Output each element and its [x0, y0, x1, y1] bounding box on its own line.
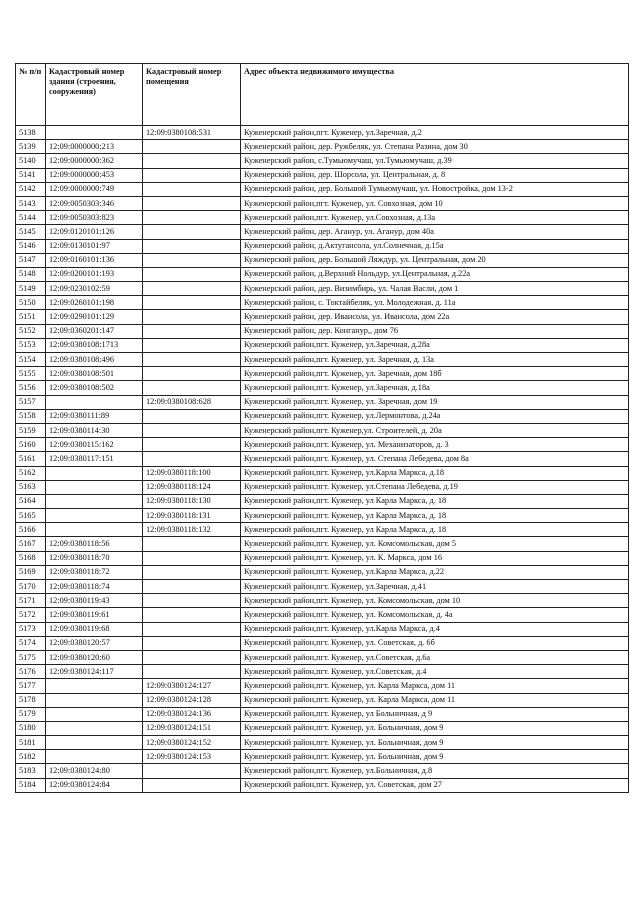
- table-row: [16, 267, 629, 281]
- premises-cadastral-cell: [143, 338, 241, 352]
- premises-cadastral-cell: [143, 310, 241, 324]
- row-number-cell: 5140: [16, 154, 46, 168]
- row-number-cell: 5152: [16, 324, 46, 338]
- row-number-cell: 5173: [16, 622, 46, 636]
- address-cell: Куженерский район,пгт. Куженер, ул. Карла Маркса, дом 11: [241, 693, 629, 707]
- premises-cadastral-cell: [143, 650, 241, 664]
- building-cadastral-cell: [46, 395, 143, 409]
- row-number-cell: 5174: [16, 636, 46, 650]
- row-number-cell: 5148: [16, 267, 46, 281]
- building-cadastral-cell: 12:09:0380119:61: [46, 608, 143, 622]
- table-row: [16, 622, 629, 636]
- row-number-cell: 5172: [16, 608, 46, 622]
- address-cell: Куженерский район, д.Верхний Нольдур, ул.Центральная, д.22а: [241, 267, 629, 281]
- address-cell: Куженерский район,пгт. Куженер, ул. Заречная, д. 13а: [241, 353, 629, 367]
- building-cadastral-cell: 12:09:0000000:213: [46, 140, 143, 154]
- row-number-cell: 5165: [16, 509, 46, 523]
- premises-cadastral-cell: [143, 764, 241, 778]
- building-cadastral-cell: 12:09:0380118:72: [46, 565, 143, 579]
- building-cadastral-cell: [46, 721, 143, 735]
- row-number-cell: 5141: [16, 168, 46, 182]
- row-number-cell: 5153: [16, 338, 46, 352]
- table-body: [16, 126, 629, 793]
- address-cell: Куженерский район,пгт. Куженер, ул.Степана Лебедева, д.19: [241, 480, 629, 494]
- premises-cadastral-cell: [143, 438, 241, 452]
- row-number-cell: 5176: [16, 665, 46, 679]
- premises-cadastral-cell: 12:09:0380124:127: [143, 679, 241, 693]
- table-row: [16, 480, 629, 494]
- building-cadastral-cell: 12:09:0380124:84: [46, 778, 143, 792]
- row-number-cell: 5169: [16, 565, 46, 579]
- address-cell: Куженерский район,пгт. Куженер, ул.Совхозная, д.13а: [241, 211, 629, 225]
- row-number-cell: 5179: [16, 707, 46, 721]
- table-row: [16, 126, 629, 140]
- building-cadastral-cell: 12:09:0380120:57: [46, 636, 143, 650]
- building-cadastral-cell: 12:09:0380117:151: [46, 452, 143, 466]
- table-row: [16, 438, 629, 452]
- row-number-cell: 5164: [16, 494, 46, 508]
- table-row: [16, 665, 629, 679]
- address-cell: Куженерский район, с. Токтайбеляк, ул. Молодежная, д. 11а: [241, 296, 629, 310]
- table-row: [16, 778, 629, 792]
- table-row: [16, 721, 629, 735]
- address-cell: Куженерский район,пгт. Куженер, ул. Больничная, дом 9: [241, 721, 629, 735]
- header-property-address: Адрес объекта недвижимого имущества: [241, 64, 629, 126]
- row-number-cell: 5156: [16, 381, 46, 395]
- table-row: [16, 693, 629, 707]
- row-number-cell: 5151: [16, 310, 46, 324]
- table-row: [16, 154, 629, 168]
- address-cell: Куженерский район,пгт. Куженер, ул. Больничная, дом 9: [241, 736, 629, 750]
- table-row: [16, 494, 629, 508]
- property-registry-table: [15, 63, 629, 793]
- row-number-cell: 5138: [16, 126, 46, 140]
- header-building-cadastral-number: Кадастровый номер здания (строения, сооружения): [46, 64, 143, 126]
- premises-cadastral-cell: [143, 537, 241, 551]
- table-row: [16, 367, 629, 381]
- address-cell: Куженерский район,пгт. Куженер, ул. Комсомольская, д. 4а: [241, 608, 629, 622]
- premises-cadastral-cell: [143, 381, 241, 395]
- address-cell: Куженерский район,пгт. Куженер, ул. Комсомольская, дом 10: [241, 594, 629, 608]
- row-number-cell: 5181: [16, 736, 46, 750]
- address-cell: Куженерский район,пгт. Куженер, ул. Заречная, дом 19: [241, 395, 629, 409]
- address-cell: Куженерский район,пгт. Куженер, ул. Степана Лебедева, дом 8а: [241, 452, 629, 466]
- building-cadastral-cell: [46, 750, 143, 764]
- row-number-cell: 5178: [16, 693, 46, 707]
- building-cadastral-cell: 12:09:0230102:59: [46, 282, 143, 296]
- building-cadastral-cell: 12:09:0130101:97: [46, 239, 143, 253]
- building-cadastral-cell: 12:09:0380119:43: [46, 594, 143, 608]
- row-number-cell: 5160: [16, 438, 46, 452]
- building-cadastral-cell: 12:09:0380124:80: [46, 764, 143, 778]
- row-number-cell: 5175: [16, 650, 46, 664]
- table-row: [16, 580, 629, 594]
- premises-cadastral-cell: [143, 778, 241, 792]
- building-cadastral-cell: 12:09:0290101:129: [46, 310, 143, 324]
- premises-cadastral-cell: 12:09:0380124:136: [143, 707, 241, 721]
- table-row: [16, 211, 629, 225]
- building-cadastral-cell: 12:09:0000000:453: [46, 168, 143, 182]
- building-cadastral-cell: 12:09:0380108:501: [46, 367, 143, 381]
- building-cadastral-cell: 12:09:0050303:823: [46, 211, 143, 225]
- premises-cadastral-cell: [143, 296, 241, 310]
- premises-cadastral-cell: [143, 367, 241, 381]
- building-cadastral-cell: [46, 126, 143, 140]
- address-cell: Куженерский район,пгт. Куженер, ул.Лермонтова, д.24а: [241, 409, 629, 423]
- address-cell: Куженерский район,пгт. Куженер, ул.Заречная, д.41: [241, 580, 629, 594]
- address-cell: Куженерский район,пгт. Куженер, ул. Комсомольская, дом 5: [241, 537, 629, 551]
- premises-cadastral-cell: [143, 409, 241, 423]
- premises-cadastral-cell: [143, 353, 241, 367]
- building-cadastral-cell: 12:09:0380120:60: [46, 650, 143, 664]
- building-cadastral-cell: 12:09:0160101:136: [46, 253, 143, 267]
- row-number-cell: 5147: [16, 253, 46, 267]
- address-cell: Куженерский район, д.Актугансола, ул.Солнечная, д.15а: [241, 239, 629, 253]
- premises-cadastral-cell: 12:09:0380118:132: [143, 523, 241, 537]
- premises-cadastral-cell: [143, 622, 241, 636]
- table-row: [16, 565, 629, 579]
- table-header: [16, 64, 629, 126]
- address-cell: Куженерский район,пгт. Куженер, ул Карла Маркса, д. 18: [241, 509, 629, 523]
- row-number-cell: 5166: [16, 523, 46, 537]
- address-cell: Куженерский район, дер. Шорсола, ул. Центральная, д. 8: [241, 168, 629, 182]
- premises-cadastral-cell: [143, 636, 241, 650]
- table-row: [16, 140, 629, 154]
- table-row: [16, 650, 629, 664]
- table-row: [16, 239, 629, 253]
- building-cadastral-cell: 12:09:0000000:362: [46, 154, 143, 168]
- premises-cadastral-cell: 12:09:0380108:628: [143, 395, 241, 409]
- building-cadastral-cell: 12:09:0380108:502: [46, 381, 143, 395]
- address-cell: Куженерский район, дер. Большой Ляждур, ул. Центральная, дом 20: [241, 253, 629, 267]
- building-cadastral-cell: 12:09:0000000:749: [46, 182, 143, 196]
- table-row: [16, 750, 629, 764]
- building-cadastral-cell: 12:09:0050303:346: [46, 196, 143, 210]
- address-cell: Куженерский район, дер. Ружбеляк, ул. Степана Разина, дом 30: [241, 140, 629, 154]
- building-cadastral-cell: 12:09:0380108:1713: [46, 338, 143, 352]
- premises-cadastral-cell: [143, 154, 241, 168]
- table-row: [16, 225, 629, 239]
- table-row: [16, 395, 629, 409]
- building-cadastral-cell: [46, 480, 143, 494]
- address-cell: Куженерский район,пгт. Куженер, ул. Больничная, дом 9: [241, 750, 629, 764]
- row-number-cell: 5142: [16, 182, 46, 196]
- row-number-cell: 5146: [16, 239, 46, 253]
- row-number-cell: 5143: [16, 196, 46, 210]
- row-number-cell: 5182: [16, 750, 46, 764]
- premises-cadastral-cell: [143, 182, 241, 196]
- table-row: [16, 282, 629, 296]
- row-number-cell: 5155: [16, 367, 46, 381]
- address-cell: Куженерский район,пгт. Куженер, ул.Заречная, д.18а: [241, 381, 629, 395]
- premises-cadastral-cell: [143, 565, 241, 579]
- row-number-cell: 5154: [16, 353, 46, 367]
- premises-cadastral-cell: [143, 282, 241, 296]
- table-row: [16, 608, 629, 622]
- row-number-cell: 5180: [16, 721, 46, 735]
- row-number-cell: 5161: [16, 452, 46, 466]
- premises-cadastral-cell: [143, 196, 241, 210]
- premises-cadastral-cell: [143, 580, 241, 594]
- premises-cadastral-cell: [143, 324, 241, 338]
- row-number-cell: 5159: [16, 423, 46, 437]
- premises-cadastral-cell: [143, 253, 241, 267]
- table-row: [16, 324, 629, 338]
- premises-cadastral-cell: 12:09:0380124:153: [143, 750, 241, 764]
- row-number-cell: 5168: [16, 551, 46, 565]
- building-cadastral-cell: 12:09:0380118:56: [46, 537, 143, 551]
- premises-cadastral-cell: 12:09:0380124:128: [143, 693, 241, 707]
- header-premises-cadastral-number: Кадастровый номер помещения: [143, 64, 241, 126]
- table-row: [16, 509, 629, 523]
- premises-cadastral-cell: [143, 423, 241, 437]
- table-row: [16, 196, 629, 210]
- address-cell: Куженерский район,пгт. Куженер, ул.Советская, д.6а: [241, 650, 629, 664]
- header-row-number: № п/п: [16, 64, 46, 126]
- row-number-cell: 5183: [16, 764, 46, 778]
- address-cell: Куженерский район,пгт. Куженер, ул Карла Маркса, д. 18: [241, 494, 629, 508]
- building-cadastral-cell: 12:09:0380119:68: [46, 622, 143, 636]
- table-row: [16, 551, 629, 565]
- building-cadastral-cell: 12:09:0380108:496: [46, 353, 143, 367]
- table-row: [16, 423, 629, 437]
- address-cell: Куженерский район,пгт. Куженер, ул. К. Маркса, дом 16: [241, 551, 629, 565]
- address-cell: Куженерский район, дер. Большой Тумьюмучаш, ул. Новостройка, дом 13-2: [241, 182, 629, 196]
- premises-cadastral-cell: [143, 452, 241, 466]
- row-number-cell: 5150: [16, 296, 46, 310]
- premises-cadastral-cell: [143, 267, 241, 281]
- premises-cadastral-cell: [143, 551, 241, 565]
- row-number-cell: 5158: [16, 409, 46, 423]
- address-cell: Куженерский район,пгт. Куженер, ул. Совхозная, дом 10: [241, 196, 629, 210]
- row-number-cell: 5145: [16, 225, 46, 239]
- address-cell: Куженерский район,пгт. Куженер, ул. Механизаторов, д. 3: [241, 438, 629, 452]
- table-row: [16, 168, 629, 182]
- building-cadastral-cell: 12:09:0380114:30: [46, 423, 143, 437]
- address-cell: Куженерский район, дер. Конганур,, дом 76: [241, 324, 629, 338]
- table-row: [16, 338, 629, 352]
- building-cadastral-cell: 12:09:0200101:193: [46, 267, 143, 281]
- address-cell: Куженерский район, дер. Визимбирь, ул. Чалая Васли, дом 1: [241, 282, 629, 296]
- row-number-cell: 5167: [16, 537, 46, 551]
- address-cell: Куженерский район, дер. Агануp, ул. Агануp, дом 40а: [241, 225, 629, 239]
- building-cadastral-cell: [46, 494, 143, 508]
- premises-cadastral-cell: [143, 140, 241, 154]
- address-cell: Куженерский район,пгт. Куженер, ул.Карла Маркса, д.18: [241, 466, 629, 480]
- row-number-cell: 5144: [16, 211, 46, 225]
- table-row: [16, 537, 629, 551]
- table-row: [16, 523, 629, 537]
- address-cell: Куженерский район,пгт. Куженер, ул. Карла Маркса, дом 11: [241, 679, 629, 693]
- premises-cadastral-cell: 12:09:0380118:131: [143, 509, 241, 523]
- table-row: [16, 310, 629, 324]
- building-cadastral-cell: 12:09:0380118:70: [46, 551, 143, 565]
- building-cadastral-cell: [46, 736, 143, 750]
- row-number-cell: 5149: [16, 282, 46, 296]
- premises-cadastral-cell: [143, 168, 241, 182]
- table-row: [16, 764, 629, 778]
- table-row: [16, 707, 629, 721]
- address-cell: Куженерский район,пгт. Куженер, ул.Заречная, д.2: [241, 126, 629, 140]
- table-row: [16, 452, 629, 466]
- building-cadastral-cell: 12:09:0120101:126: [46, 225, 143, 239]
- row-number-cell: 5170: [16, 580, 46, 594]
- building-cadastral-cell: 12:09:0380124:117: [46, 665, 143, 679]
- building-cadastral-cell: 12:09:0360201:147: [46, 324, 143, 338]
- building-cadastral-cell: [46, 693, 143, 707]
- address-cell: Куженерский район,пгт. Куженер, ул.Карла Маркса, д.22: [241, 565, 629, 579]
- address-cell: Куженерский район,пгт. Куженер, ул. Советская, дом 27: [241, 778, 629, 792]
- address-cell: Куженерский район,пгт. Куженер, ул. Заречная, дом 18б: [241, 367, 629, 381]
- address-cell: Куженерский район,пгт. Куженер, ул Больничная, д 9: [241, 707, 629, 721]
- address-cell: Куженерский район,пгт. Куженер, ул.Больничная, д.8: [241, 764, 629, 778]
- building-cadastral-cell: [46, 523, 143, 537]
- building-cadastral-cell: 12:09:0380118:74: [46, 580, 143, 594]
- premises-cadastral-cell: 12:09:0380124:151: [143, 721, 241, 735]
- premises-cadastral-cell: 12:09:0380118:130: [143, 494, 241, 508]
- table-row: [16, 182, 629, 196]
- building-cadastral-cell: [46, 707, 143, 721]
- building-cadastral-cell: 12:09:0380111:89: [46, 409, 143, 423]
- premises-cadastral-cell: 12:09:0380118:100: [143, 466, 241, 480]
- table-row: [16, 381, 629, 395]
- row-number-cell: 5162: [16, 466, 46, 480]
- row-number-cell: 5139: [16, 140, 46, 154]
- address-cell: Куженерский район,пгт. Куженер, ул. Советская, д. 6б: [241, 636, 629, 650]
- header-row: [16, 64, 629, 126]
- table-row: [16, 296, 629, 310]
- row-number-cell: 5163: [16, 480, 46, 494]
- building-cadastral-cell: [46, 679, 143, 693]
- address-cell: Куженерский район,пгт. Куженер, ул.Карла Маркса, д.4: [241, 622, 629, 636]
- table-row: [16, 466, 629, 480]
- premises-cadastral-cell: [143, 608, 241, 622]
- premises-cadastral-cell: [143, 225, 241, 239]
- address-cell: Куженерский район, с.Тумьюмучаш, ул.Тумьюмучаш, д.39: [241, 154, 629, 168]
- row-number-cell: 5157: [16, 395, 46, 409]
- row-number-cell: 5177: [16, 679, 46, 693]
- building-cadastral-cell: [46, 466, 143, 480]
- table-row: [16, 736, 629, 750]
- table-row: [16, 636, 629, 650]
- premises-cadastral-cell: [143, 239, 241, 253]
- building-cadastral-cell: [46, 509, 143, 523]
- premises-cadastral-cell: [143, 665, 241, 679]
- premises-cadastral-cell: 12:09:0380124:152: [143, 736, 241, 750]
- address-cell: Куженерский район, дер. Ивансола, ул. Ивансола, дом 22а: [241, 310, 629, 324]
- premises-cadastral-cell: 12:09:0380118:124: [143, 480, 241, 494]
- row-number-cell: 5184: [16, 778, 46, 792]
- building-cadastral-cell: 12:09:0380115:162: [46, 438, 143, 452]
- address-cell: Куженерский район,пгт. Куженер, ул.Советская, д.4: [241, 665, 629, 679]
- table-row: [16, 679, 629, 693]
- premises-cadastral-cell: 12:09:0380108:531: [143, 126, 241, 140]
- table-row: [16, 409, 629, 423]
- address-cell: Куженерский район,пгт. Куженер, ул Карла Маркса, д. 18: [241, 523, 629, 537]
- address-cell: Куженерский район,пгт. Куженер,ул. Строителей, д. 20а: [241, 423, 629, 437]
- table-row: [16, 594, 629, 608]
- premises-cadastral-cell: [143, 211, 241, 225]
- address-cell: Куженерский район,пгт. Куженер, ул.Заречная, д.28а: [241, 338, 629, 352]
- row-number-cell: 5171: [16, 594, 46, 608]
- table-row: [16, 253, 629, 267]
- building-cadastral-cell: 12:09:0260101:198: [46, 296, 143, 310]
- premises-cadastral-cell: [143, 594, 241, 608]
- table-row: [16, 353, 629, 367]
